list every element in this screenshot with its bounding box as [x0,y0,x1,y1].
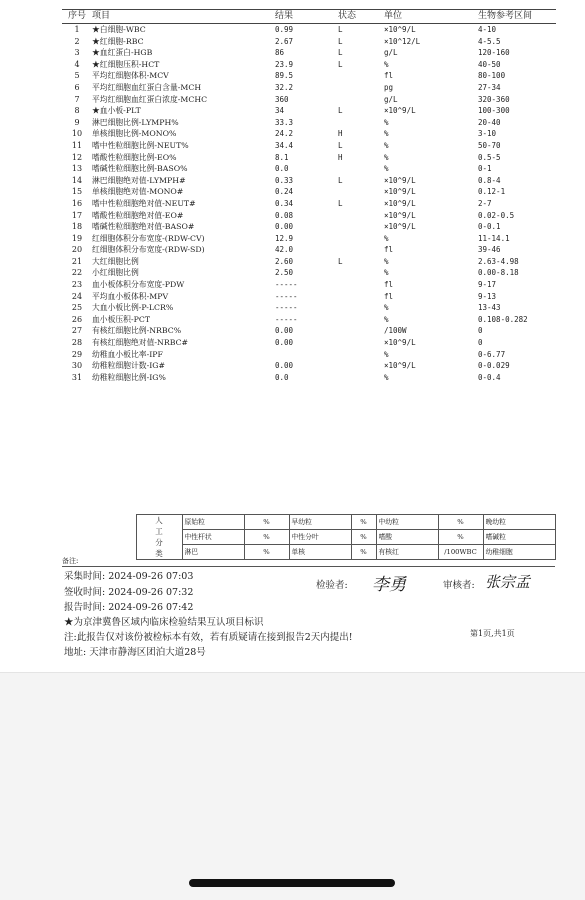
row-result: 12.9 [275,233,294,243]
manual-cell-label: 嗜酸 [376,530,438,545]
row-unit: % [384,372,389,382]
row-reference-range: 13-43 [478,303,501,313]
row-item-name: 幼稚粒细胞计数-IG# [92,361,166,371]
row-unit: % [384,303,389,313]
row-index: 9 [74,117,80,127]
row-index: 26 [71,314,83,324]
table-row [62,24,556,36]
row-reference-range: 0.5-5 [478,152,501,162]
row-reference-range: 0.8-4 [478,175,501,185]
header-unit: 单位 [384,10,478,24]
row-status: H [338,152,343,162]
row-reference-range: 120-160 [478,48,510,58]
manual-cell-unit: % [244,530,289,545]
row-unit: ×10^12/L [384,36,421,46]
row-unit: fl [384,71,394,81]
row-reference-range: 0.00-8.18 [478,268,519,278]
row-reference-range: 0.12-1 [478,187,506,197]
tester-signature: 李勇 [372,575,406,595]
row-index: 7 [74,94,80,104]
viewer-background [0,673,585,900]
row-result: 0.00 [275,326,294,336]
row-unit: g/L [384,48,398,58]
row-status: L [338,59,343,69]
row-item-name: ★血红蛋白-HGB [92,48,153,58]
row-reference-range: 0.108-0.282 [478,314,528,324]
row-item-name: 红细胞体积分布宽度-(RDW-SD) [92,245,205,255]
row-result: 0.0 [275,372,289,382]
star-note: ★为京津冀鲁区域内临床检验结果互认项目标识 [64,617,264,628]
row-result: 2.60 [275,256,294,266]
row-unit: g/L [384,94,398,104]
row-status [338,279,384,291]
row-status [338,291,384,303]
table-row [62,94,556,106]
row-status [338,117,384,129]
row-reference-range: 9-13 [478,291,497,301]
table-row [62,372,556,384]
row-result: ----- [275,291,298,301]
row-unit: % [384,140,389,150]
row-item-name: 平均血小板体积-MPV [92,291,169,301]
row-status: L [338,175,343,185]
row-unit: % [384,256,389,266]
row-status [338,267,384,279]
row-reference-range: 320-360 [478,94,510,104]
row-reference-range: 0-0.1 [478,222,501,232]
row-item-name: 嗜酸性粒细胞比例-EO% [92,152,177,162]
row-status [338,221,384,233]
row-unit: fl [384,245,394,255]
row-reference-range: 0.02-0.5 [478,210,515,220]
row-result: 0.34 [275,198,294,208]
row-reference-range: 0-0.4 [478,372,501,382]
row-unit: % [384,152,389,162]
table-row [62,140,556,152]
row-index: 2 [74,36,80,46]
row-result: 34 [275,106,285,116]
row-unit: ×10^9/L [384,338,416,348]
manual-classification-header [136,515,182,560]
row-index: 15 [71,187,83,197]
row-result: 2.67 [275,36,294,46]
row-reference-range: 4-5.5 [478,36,501,46]
note-label: 备注: [62,557,79,565]
manual-left-blank [74,515,136,560]
manual-cell-label: 原始粒 [182,515,244,530]
row-reference-range: 0-0.029 [478,361,510,371]
row-item-name: 单核细胞比例-MONO% [92,129,177,139]
collect-time: 采集时间: 2024-09-26 07:03 [64,571,194,582]
row-item-name: 嗜碱性粒细胞比例-BASO% [92,164,188,174]
manual-header-char: 人 [155,516,163,525]
row-reference-range: 39-46 [478,245,501,255]
row-status [338,337,384,349]
row-index: 18 [71,222,83,232]
row-status [338,349,384,361]
row-item-name: 有核红细胞比例-NRBC% [92,326,182,336]
row-index: 23 [71,280,83,290]
manual-header-char: 工 [155,527,163,536]
row-index: 31 [71,372,83,382]
page-number: 第1页,共1页 [470,629,515,638]
row-item-name: ★红细胞-RBC [92,36,144,46]
row-result: 2.50 [275,268,294,278]
row-index: 28 [71,338,83,348]
row-result: 89.5 [275,71,294,81]
receive-time: 签收时间: 2024-09-26 07:32 [64,587,194,598]
row-unit: % [384,268,389,278]
row-item-name: 血小板压积-PCT [92,314,151,324]
row-index: 20 [71,245,83,255]
table-row [62,279,556,291]
header-status: 状态 [338,10,384,24]
row-index: 12 [71,152,83,162]
row-result: 23.9 [275,59,294,69]
table-row [62,163,556,175]
row-result: 0.00 [275,338,294,348]
table-row [62,291,556,303]
row-item-name: 平均红细胞血红蛋白浓度-MCHC [92,94,208,104]
manual-header-char: 分 [155,538,163,547]
row-status [338,360,384,372]
header-range: 生物参考区间 [478,10,556,24]
row-unit: ×10^9/L [384,187,416,197]
row-unit: % [384,314,389,324]
row-item-name: ★白细胞-WBC [92,25,146,34]
row-status: L [338,256,343,266]
row-unit: ×10^9/L [384,222,416,232]
row-index: 14 [71,175,83,185]
manual-cell-label: 嗜碱粒 [483,530,555,545]
manual-header-char: 类 [155,549,163,558]
table-row [62,128,556,140]
row-result: 0.00 [275,222,294,232]
manual-row [62,515,555,530]
row-reference-range: 40-50 [478,59,501,69]
row-item-name: 平均红细胞血红蛋白含量-MCH [92,82,202,92]
row-reference-range: 2.63-4.98 [478,256,519,266]
manual-body [62,515,555,560]
table-row [62,175,556,187]
row-item-name: 淋巴细胞比例-LYMPH% [92,117,179,127]
row-result: 0.08 [275,210,294,220]
row-status: L [338,36,343,46]
row-result: ----- [275,303,298,313]
row-index: 5 [74,71,80,81]
manual-cell-unit: % [351,545,376,560]
row-unit: % [384,117,389,127]
manual-cell-label: 有核红 [376,545,438,560]
row-status [338,163,384,175]
row-unit: fl [384,291,394,301]
table-row [62,186,556,198]
manual-cell-unit: % [438,515,483,530]
report-time: 报告时间: 2024-09-26 07:42 [64,602,194,613]
row-reference-range: 11-14.1 [478,233,510,243]
row-status [338,70,384,82]
row-reference-range: 3-10 [478,129,497,139]
row-status [338,244,384,256]
row-reference-range: 20-40 [478,117,501,127]
row-result: 42.0 [275,245,294,255]
manual-cell-unit: % [351,530,376,545]
row-unit: % [384,129,389,139]
row-status [338,94,384,106]
row-unit: pg [384,82,394,92]
row-reference-range: 0-1 [478,164,492,174]
row-item-name: 嗜酸性粒细胞绝对值-EO# [92,210,184,220]
table-row [62,267,556,279]
tester-label: 检验者: [316,580,348,591]
row-result: 24.2 [275,129,294,139]
header-item: 项目 [92,10,275,24]
reviewer-signature: 张宗孟 [485,573,531,591]
row-reference-range: 2-7 [478,198,492,208]
row-index: 27 [71,326,83,336]
table-row [62,244,556,256]
row-result: 34.4 [275,140,294,150]
table-row [62,233,556,245]
row-unit: ×10^9/L [384,210,416,220]
notice-text: 注:此报告仅对该份被检标本有效，若有质疑请在接到报告2天内提出! [64,632,353,643]
row-reference-range: 27-34 [478,82,501,92]
row-result: 0.0 [275,164,289,174]
manual-cell-label: 单核 [289,545,351,560]
row-unit: % [384,164,389,174]
row-unit: % [384,233,389,243]
row-reference-range: 80-100 [478,71,506,81]
manual-cell-label: 早幼粒 [289,515,351,530]
row-reference-range: 4-10 [478,25,497,34]
table-row [62,105,556,117]
row-result [275,349,338,361]
header-result: 结果 [275,10,338,24]
results-body [62,24,556,384]
table-row [62,117,556,129]
row-index: 6 [74,82,80,92]
table-row [62,325,556,337]
results-table [62,9,556,383]
row-result: 0.99 [275,25,294,34]
row-result: ----- [275,314,298,324]
row-unit: ×10^9/L [384,25,416,34]
row-unit: % [384,349,389,359]
manual-cell-unit: % [351,515,376,530]
reviewer-label: 审核者: [443,580,475,591]
row-item-name: 单核细胞绝对值-MONO# [92,187,184,197]
row-reference-range: 50-70 [478,140,501,150]
table-row [62,70,556,82]
manual-cell-label: 中性杆状 [182,530,244,545]
row-item-name: 红细胞体积分布宽度-(RDW-CV) [92,233,205,243]
row-status [338,186,384,198]
row-item-name: ★血小板-PLT [92,106,141,116]
address-text: 地址: 天津市静海区团泊大道28号 [64,647,206,658]
table-row [62,210,556,222]
row-index: 8 [74,106,80,116]
row-index: 19 [71,233,83,243]
row-reference-range: 0 [478,326,483,336]
manual-cell-label: 中幼粒 [376,515,438,530]
row-status: H [338,129,343,139]
row-status: L [338,198,343,208]
manual-spacer [62,515,74,560]
row-result: 33.3 [275,117,294,127]
row-index: 1 [74,25,80,34]
row-unit: ×10^9/L [384,106,416,116]
row-index: 11 [71,140,83,150]
manual-cell-unit: % [244,545,289,560]
row-status [338,302,384,314]
row-item-name: 嗜中性粒细胞绝对值-NEUT# [92,198,196,208]
row-status: L [338,106,343,116]
row-item-name: ★红细胞压积-HCT [92,59,160,69]
manual-cell-label: 幼稚细胞 [483,545,555,560]
row-result: 8.1 [275,152,289,162]
row-status: L [338,48,343,58]
row-item-name: 大血小板比例-P-LCR% [92,303,174,313]
row-reference-range: 100-300 [478,106,510,116]
row-reference-range: 0 [478,338,483,348]
manual-cell-unit: /100WBC [438,545,483,560]
row-unit: % [384,59,389,69]
row-index: 29 [71,349,83,359]
row-index: 3 [74,48,80,58]
table-row [62,314,556,326]
row-status [338,372,384,384]
row-status [338,82,384,94]
table-row [62,152,556,164]
row-index: 10 [71,129,83,139]
row-index: 22 [71,268,83,278]
row-item-name: 淋巴细胞绝对值-LYMPH# [92,175,186,185]
manual-classification-table [62,514,555,560]
row-unit: /100W [384,326,407,336]
row-unit: ×10^9/L [384,361,416,371]
row-index: 13 [71,164,83,174]
table-row [62,47,556,59]
row-item-name: 小红细胞比例 [92,268,139,278]
manual-cell-label: 中性分叶 [289,530,351,545]
row-status: L [338,140,343,150]
table-row [62,221,556,233]
row-index: 16 [71,198,83,208]
row-result: 360 [275,94,289,104]
manual-cell-label: 淋巴 [182,545,244,560]
table-row [62,360,556,372]
row-item-name: 血小板体积分布宽度-PDW [92,280,185,290]
row-result: 0.24 [275,187,294,197]
table-row [62,82,556,94]
row-item-name: 嗜碱性粒细胞绝对值-BASO# [92,222,195,232]
row-index: 24 [71,291,83,301]
row-item-name: 幼稚粒细胞比例-IG% [92,372,166,382]
row-status [338,233,384,245]
row-item-name: 平均红细胞体积-MCV [92,71,169,81]
table-header-row [62,10,556,24]
row-result: 0.00 [275,361,294,371]
manual-cell-unit: % [244,515,289,530]
table-row [62,198,556,210]
table-row [62,302,556,314]
table-row [62,36,556,48]
row-reference-range: 0-6.77 [478,349,506,359]
home-indicator[interactable] [189,879,395,887]
row-item-name: 有核红细胞绝对值-NRBC# [92,338,189,348]
manual-cell-label: 晚幼粒 [483,515,555,530]
row-unit: ×10^9/L [384,175,416,185]
row-index: 25 [71,303,83,313]
row-reference-range: 9-17 [478,280,497,290]
row-item-name: 嗜中性粒细胞比例-NEUT% [92,140,189,150]
row-unit: ×10^9/L [384,198,416,208]
row-item-name: 幼稚血小板比率-IPF [92,349,163,359]
row-result: 32.2 [275,82,294,92]
row-index: 21 [71,256,83,266]
table-row [62,59,556,71]
row-status: L [338,25,343,34]
table-row [62,337,556,349]
table-row [62,349,556,361]
row-index: 30 [71,361,83,371]
row-status [338,314,384,326]
row-result: 0.33 [275,175,294,185]
row-index: 4 [74,59,80,69]
table-row [62,256,556,268]
row-index: 17 [71,210,83,220]
manual-cell-unit: % [438,530,483,545]
row-status [338,210,384,222]
row-item-name: 大红细胞比例 [92,256,139,266]
row-result: ----- [275,280,298,290]
row-status [338,325,384,337]
note-row [62,556,555,567]
row-result: 86 [275,48,285,58]
header-index: 序号 [62,10,92,24]
row-unit: fl [384,280,394,290]
